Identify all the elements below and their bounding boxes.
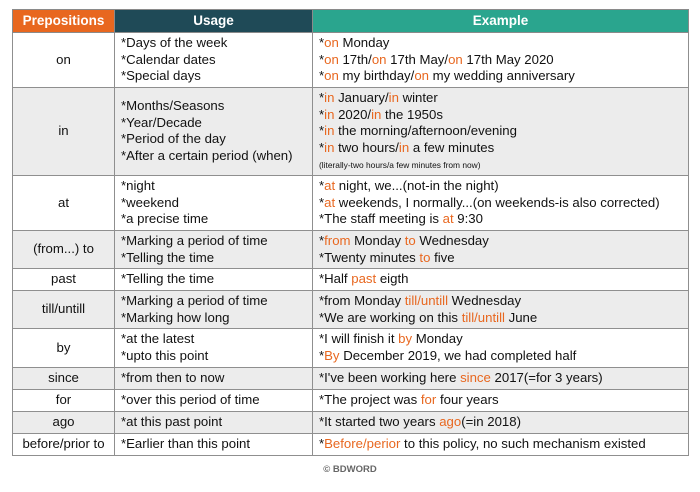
usage-cell — [115, 88, 313, 176]
example-text: *It started two years — [319, 413, 440, 429]
usage-line: *Period of the day — [121, 131, 226, 147]
example-line — [319, 250, 682, 267]
preposition-cell: till/untill — [13, 291, 115, 329]
example-text: *Half — [319, 271, 352, 287]
table-row — [13, 33, 689, 88]
preposition-cell: by — [13, 329, 115, 367]
header-row — [13, 10, 689, 33]
preposition-highlight: for — [420, 391, 437, 407]
example-line — [319, 233, 682, 250]
table-row — [13, 367, 689, 389]
preposition-highlight: on — [324, 51, 339, 67]
example-text: * — [319, 232, 325, 248]
preposition-cell: since — [13, 367, 115, 389]
usage-line: *Year/Decade — [121, 114, 202, 130]
example-text: *The project was — [319, 391, 421, 407]
example-text: January/ — [334, 90, 389, 105]
table-body — [13, 33, 689, 456]
example-line — [319, 123, 682, 140]
example-text: *I will finish it — [319, 331, 399, 347]
preposition-highlight: past — [351, 271, 377, 287]
preposition-highlight: in — [324, 106, 335, 122]
preposition-highlight: in — [324, 139, 335, 155]
usage-line: *Calendar dates — [121, 51, 216, 67]
example-line — [319, 107, 682, 124]
example-line — [319, 140, 682, 157]
usage-line: *Marking a period of time — [121, 293, 268, 309]
preposition-highlight: since — [460, 369, 491, 385]
header-example: Example — [313, 10, 689, 33]
example-text: 17th May/ — [386, 51, 449, 67]
preposition-cell: past — [13, 269, 115, 291]
example-text: * — [319, 51, 325, 67]
usage-line: *a precise time — [121, 211, 209, 227]
table-row — [13, 230, 689, 268]
example-text: *The staff meeting is — [319, 211, 443, 227]
preposition-cell: at — [13, 175, 115, 230]
example-cell — [313, 33, 689, 88]
example-line — [319, 331, 682, 348]
example-text: the 1950s — [381, 106, 443, 122]
example-text: 2020/ — [334, 106, 372, 122]
usage-line: *Marking how long — [121, 309, 230, 325]
example-text: eigth — [376, 271, 409, 287]
example-line — [319, 178, 682, 195]
example-line — [319, 414, 682, 431]
example-line — [319, 35, 682, 52]
copyright: © BDWORD — [323, 464, 377, 475]
table-row — [13, 389, 689, 411]
header-usage: Usage — [115, 10, 313, 33]
preposition-highlight: in — [388, 90, 399, 105]
example-text: December 2019, we had completed half — [339, 347, 577, 363]
usage-line: *Telling the time — [121, 271, 215, 287]
example-text: 17th/ — [338, 51, 372, 67]
preposition-highlight: on — [414, 68, 429, 84]
usage-cell — [115, 329, 313, 367]
example-line — [319, 436, 682, 453]
example-line — [319, 392, 682, 409]
preposition-cell: in — [13, 88, 115, 176]
usage-line: *Months/Seasons — [121, 98, 225, 114]
usage-cell — [115, 411, 313, 433]
table-row — [13, 433, 689, 455]
usage-cell — [115, 367, 313, 389]
preposition-highlight: to — [404, 232, 416, 248]
example-cell — [313, 175, 689, 230]
example-text: * — [319, 347, 325, 363]
example-line — [319, 211, 682, 228]
example-text: night, we...(not-in the night) — [335, 178, 499, 194]
example-text: my birthday/ — [338, 68, 415, 84]
preposition-highlight: at — [324, 178, 336, 194]
table-row — [13, 291, 689, 329]
example-text: the morning/afternoon/evening — [334, 123, 517, 139]
example-text: * — [319, 123, 325, 139]
preposition-cell: before/prior to — [13, 433, 115, 455]
table-row — [13, 175, 689, 230]
example-cell — [313, 329, 689, 367]
usage-line: *at the latest — [121, 331, 195, 347]
example-line — [319, 271, 682, 288]
preposition-highlight: at — [324, 194, 336, 210]
example-text: 9:30 — [453, 211, 483, 227]
example-cell — [313, 269, 689, 291]
example-text: *Twenty minutes — [319, 249, 420, 265]
preposition-highlight: in — [398, 139, 410, 155]
usage-line: *Earlier than this point — [121, 435, 251, 451]
preposition-highlight: till/untill — [461, 309, 505, 325]
preposition-highlight: on — [324, 35, 339, 51]
example-text: four years — [436, 391, 499, 407]
example-text: to this policy, no such mechanism existed — [400, 435, 646, 451]
table-row — [13, 88, 689, 176]
example-text: * — [319, 90, 325, 105]
usage-cell — [115, 175, 313, 230]
example-line — [319, 293, 682, 310]
example-text: my wedding anniversary — [428, 68, 575, 84]
example-text: Wednesday — [415, 232, 489, 248]
table-row — [13, 329, 689, 367]
usage-line: *Days of the week — [121, 35, 228, 51]
example-text: * — [319, 106, 325, 122]
example-text: * — [319, 435, 325, 451]
preposition-highlight: By — [324, 347, 340, 363]
preposition-highlight: on — [448, 51, 463, 67]
example-cell — [313, 433, 689, 455]
preposition-highlight: in — [371, 106, 382, 122]
example-text: Monday — [412, 331, 463, 347]
usage-line: *at this past point — [121, 413, 223, 429]
example-text: Wednesday — [448, 293, 522, 309]
preposition-highlight: by — [398, 331, 413, 347]
usage-line: *weekend — [121, 194, 179, 210]
usage-line: *Marking a period of time — [121, 232, 268, 248]
preposition-highlight: in — [324, 123, 335, 139]
example-cell — [313, 389, 689, 411]
example-text: winter — [398, 90, 438, 105]
usage-line: *night — [121, 178, 155, 194]
header-prepositions: Prepositions — [13, 10, 115, 33]
example-line — [319, 348, 682, 365]
preposition-highlight: till/untill — [404, 293, 449, 309]
preposition-cell: ago — [13, 411, 115, 433]
preposition-highlight: at — [442, 211, 454, 227]
example-text: *We are working on this — [319, 309, 462, 325]
example-text: a few minutes — [409, 139, 495, 155]
example-text: Monday — [338, 35, 390, 51]
usage-cell — [115, 291, 313, 329]
example-text: * — [319, 194, 325, 210]
table-row — [13, 411, 689, 433]
example-cell — [313, 411, 689, 433]
preposition-highlight: in — [324, 90, 335, 105]
example-text: 17th May 2020 — [462, 51, 554, 67]
usage-line: *from then to now — [121, 369, 225, 385]
example-line — [319, 156, 682, 173]
usage-cell — [115, 230, 313, 268]
example-line — [319, 195, 682, 212]
example-text: * — [319, 139, 325, 155]
example-cell — [313, 367, 689, 389]
preposition-cell: for — [13, 389, 115, 411]
example-text: weekends, I normally...(on weekends-is also corrected) — [335, 194, 660, 210]
example-line — [319, 52, 682, 69]
example-text: *I've been working here — [319, 369, 461, 385]
example-line — [319, 310, 682, 327]
example-cell — [313, 230, 689, 268]
usage-cell — [115, 269, 313, 291]
preposition-cell: on — [13, 33, 115, 88]
example-text: (=in 2018) — [461, 413, 521, 429]
usage-line: *upto this point — [121, 347, 209, 363]
preposition-highlight: ago — [439, 413, 462, 429]
table-row — [13, 269, 689, 291]
example-line — [319, 68, 682, 85]
preposition-highlight: to — [419, 249, 431, 265]
example-text: *from Monday — [319, 293, 405, 309]
example-line — [319, 90, 682, 107]
usage-line: *Special days — [121, 68, 201, 84]
preposition-highlight: on — [324, 68, 339, 84]
usage-line: *After a certain period (when) — [121, 148, 293, 164]
prepositions-table — [12, 9, 689, 456]
example-line — [319, 370, 682, 387]
example-note: (literally-two hours/a few minutes from now) — [319, 160, 481, 171]
example-text: 2017(=for 3 years) — [490, 369, 603, 385]
example-text: Monday — [350, 232, 405, 248]
example-text: five — [430, 249, 455, 265]
preposition-highlight: on — [371, 51, 387, 67]
usage-cell — [115, 433, 313, 455]
preposition-highlight: Before/perior — [324, 435, 401, 451]
usage-cell — [115, 33, 313, 88]
example-text: June — [504, 309, 538, 325]
example-text: two hours/ — [334, 139, 399, 155]
preposition-highlight: from — [324, 232, 351, 248]
usage-cell — [115, 389, 313, 411]
example-cell — [313, 291, 689, 329]
example-cell — [313, 88, 689, 176]
usage-line: *over this period of time — [121, 391, 260, 407]
example-text: * — [319, 68, 325, 84]
example-text: * — [319, 178, 325, 194]
example-text: * — [319, 35, 325, 51]
usage-line: *Telling the time — [121, 249, 215, 265]
preposition-cell: (from...) to — [13, 230, 115, 268]
